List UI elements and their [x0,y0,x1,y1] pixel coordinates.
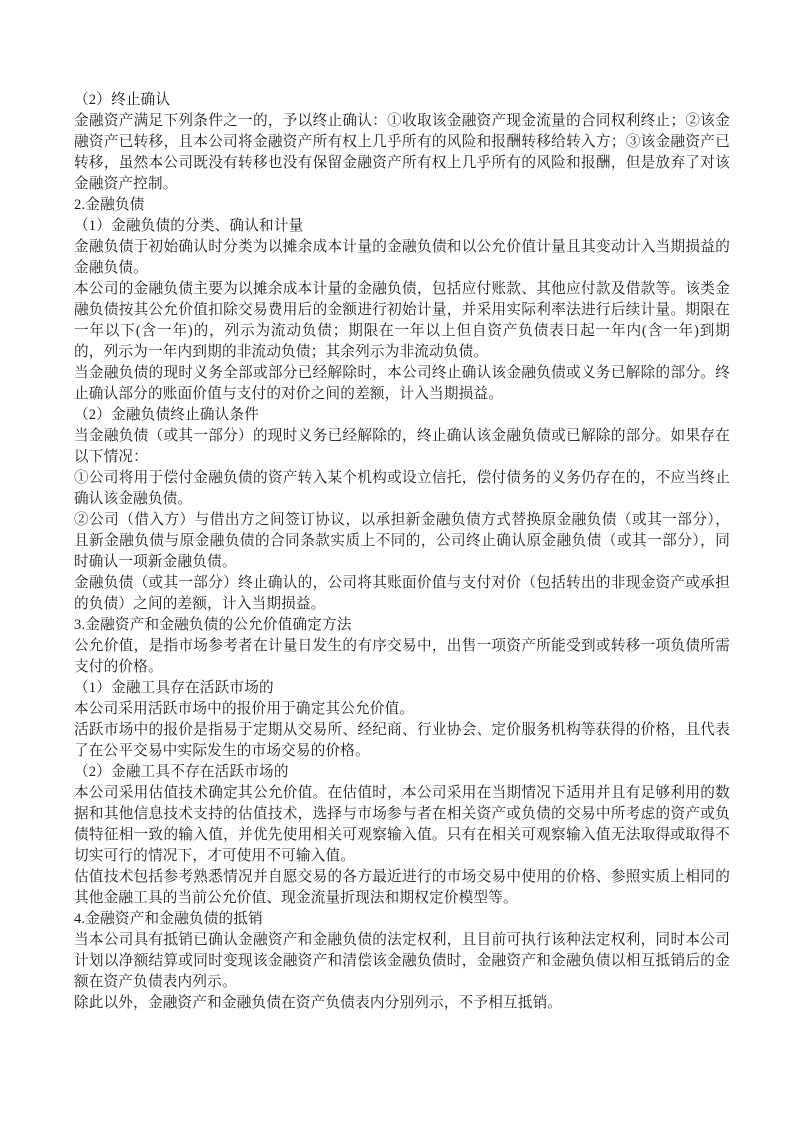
document-paragraph: （2）金融工具不存在活跃市场的 [74,764,289,780]
document-paragraph: 金融负债（或其一部分）终止确认的，公司将其账面价值与支付对价（包括转出的非现金资产或承担的负债）之间的差额，计入当期损益。 [74,575,730,612]
document-paragraph: 估值技术包括参考熟悉情况并自愿交易的各方最近进行的市场交易中使用的价格、参照实质上相同的其他金融工具的当前公允价值、现金流量折现法和期权定价模型等。 [74,869,730,906]
document-paragraph: （2）金融负债终止确认条件 [74,407,260,423]
document-paragraph: 当金融负债（或其一部分）的现时义务已经解除的，终止确认该金融负债或已解除的部分。如果存在以下情况： [74,428,730,465]
document-paragraph: ②公司（借入方）与借出方之间签订协议，以承担新金融负债方式替换原金融负债（或其一部分），且新金融负债与原金融负债的合同条款实质上不同的，公司终止确认原金融负债（或其一部分），同时确认一项新金融负债。 [74,512,730,570]
document-paragraph: 活跃市场中的报价是指易于定期从交易所、经纪商、行业协会、定价服务机构等获得的价格，且代表了在公平交易中实际发生的市场交易的价格。 [74,722,730,759]
document-paragraph: （1）金融工具存在活跃市场的 [74,680,274,696]
document-paragraph: 除此以外，金融资产和金融负债在资产负债表内分别列示，不予相互抵销。 [74,995,563,1011]
document-paragraph: （2）终止确认 [74,92,171,108]
document-paragraph: （1）金融负债的分类、确认和计量 [74,218,304,234]
document-paragraph: 4.金融资产和金融负债的抵销 [74,911,263,927]
document-paragraph: 3.金融资产和金融负债的公允价值确定方法 [74,617,352,633]
document-text-block [74,90,730,1014]
document-paragraph: 公允价值，是指市场参考者在计量日发生的有序交易中，出售一项资产所能受到或转移一项负债所需支付的价格。 [74,638,730,675]
document-paragraph: ①公司将用于偿付金融负债的资产转入某个机构或设立信托，偿付债务的义务仍存在的，不应当终止确认该金融负债。 [74,470,730,507]
document-paragraph: 本公司的金融负债主要为以摊余成本计量的金融负债，包括应付账款、其他应付款及借款等。该类金融负债按其公允价值扣除交易费用后的金额进行初始计量，并采用实际利率法进行后续计量。期限在一年以下(含一年)的，列示为流动负债；期限在一年以上但自资产负债表日起一年内(含一年)到期的，列示为一年内到期的非流动负债；其余列示为非流动负债。 [74,281,730,360]
document-paragraph: 本公司采用活跃市场中的报价用于确定其公允价值。 [74,701,415,717]
document-paragraph: 本公司采用估值技术确定其公允价值。在估值时，本公司采用在当期情况下适用并且有足够利用的数据和其他信息技术支持的估值技术，选择与市场参与者在相关资产或负债的交易中所考虑的资产或负债特征相一致的输入值，并优先使用相关可观察输入值。只有在相关可观察输入值无法取得或取得不切实可行的情况下，才可使用不可输入值。 [74,785,730,864]
document-paragraph: 2.金融负债 [74,197,145,213]
document-paragraph: 金融负债于初始确认时分类为以摊余成本计量的金融负债和以公允价值计量且其变动计入当期损益的金融负债。 [74,239,730,276]
document-paragraph: 金融资产满足下列条件之一的，予以终止确认：①收取该金融资产现金流量的合同权利终止；②该金融资产已转移，且本公司将金融资产所有权上几乎所有的风险和报酬转移给转入方；③该金融资产已转移，虽然本公司既没有转移也没有保留金融资产所有权上几乎所有的风险和报酬，但是放弃了对该金融资产控制。 [74,113,730,192]
document-paragraph: 当金融负债的现时义务全部或部分已经解除时，本公司终止确认该金融负债或义务已解除的部分。终止确认部分的账面价值与支付的对价之间的差额，计入当期损益。 [74,365,730,402]
document-paragraph: 当本公司具有抵销已确认金融资产和金融负债的法定权利，且目前可执行该种法定权利，同时本公司计划以净额结算或同时变现该金融资产和清偿该金融负债时，金融资产和金融负债以相互抵销后的金额在资产负债表内列示。 [74,932,730,990]
